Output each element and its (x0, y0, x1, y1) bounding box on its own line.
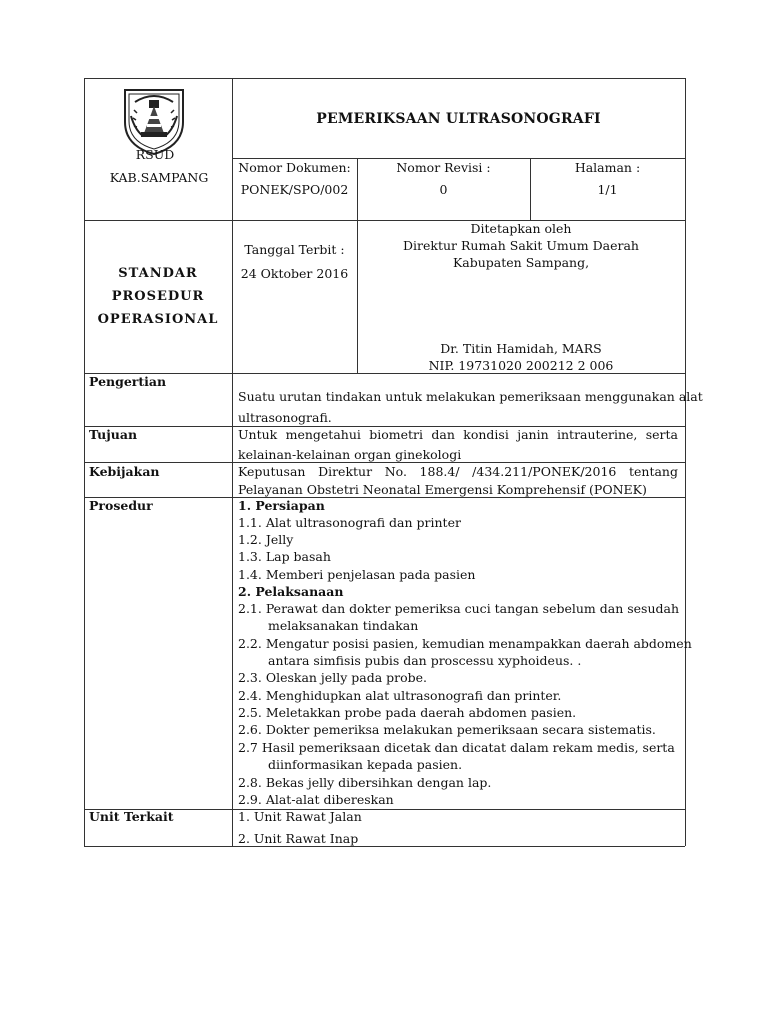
table-border-bottom (84, 846, 685, 847)
sop-line-standar: STANDAR (118, 266, 198, 281)
prosedur-step-2-1-cont: melaksanakan tindakan (268, 618, 419, 633)
kebijakan-text-1: Keputusan Direktur No. 188.4/ /434.211/PONEK/2016 tentang (238, 464, 678, 479)
prosedur-step-2-9: 2.9. Alat-alat dibereskan (238, 792, 394, 807)
prosedur-step-1-4: 1.4. Memberi penjelasan pada pasien (238, 567, 476, 582)
approved-by: Ditetapkan oleh (470, 221, 572, 236)
table-border-left (84, 78, 85, 846)
logo-text: RSUD (135, 147, 175, 162)
prosedur-step-2-6: 2.6. Dokter pemeriksa melakukan pemeriksaan secara sistematis. (238, 722, 656, 737)
unit-terkait-label: Unit Terkait (89, 809, 174, 824)
pengertian-text-1: Suatu urutan tindakan untuk melakukan pemeriksaan menggunakan alat (238, 389, 703, 404)
signer-nip: NIP. 19731020 200212 2 006 (428, 358, 614, 373)
pengertian-label: Pengertian (89, 374, 167, 389)
prosedur-label: Prosedur (89, 498, 153, 513)
prosedur-step-1-3: 1.3. Lap basah (238, 549, 331, 564)
prosedur-step-2-7: 2.7 Hasil pemeriksaan dicetak dan dicatat dalam rekam medis, serta (238, 740, 675, 755)
revision-value: 0 (439, 182, 448, 197)
crest-logo (121, 86, 187, 156)
prosedur-step-2-7-cont: diinformasikan kepada pasien. (268, 757, 463, 772)
page-label: Halaman : (574, 160, 641, 175)
approver-position-2: Kabupaten Sampang, (452, 255, 590, 270)
revision-label: Nomor Revisi : (396, 160, 491, 175)
sop-line-prosedur: PROSEDUR (111, 289, 205, 304)
table-border-top (84, 78, 685, 79)
doc-number-label: Nomor Dokumen: (238, 160, 351, 175)
prosedur-step-2-2-cont: antara simfisis pubis dan proscessu xyphoideus. . (268, 653, 582, 668)
prosedur-step-1-2: 1.2. Jelly (238, 532, 294, 547)
tujuan-text-2: kelainan-kelainan organ ginekologi (238, 447, 462, 462)
prosedur-step-1-1: 1.1. Alat ultrasonografi dan printer (238, 515, 461, 530)
prosedur-step-2-5: 2.5. Meletakkan probe pada daerah abdomen pasien. (238, 705, 577, 720)
prosedur-bottom-divider (84, 809, 685, 810)
unit-item-2: 2. Unit Rawat Inap (238, 831, 359, 846)
prosedur-step-2-3: 2.3. Oleskan jelly pada probe. (238, 670, 427, 685)
issue-date-label: Tanggal Terbit : (244, 242, 345, 257)
sop-line-operasional: OPERASIONAL (97, 312, 219, 327)
approver-position-1: Direktur Rumah Sakit Umum Daerah (403, 238, 639, 253)
tujuan-label: Tujuan (89, 427, 138, 442)
issue-date-value: 24 Oktober 2016 (240, 266, 349, 281)
unit-item-1: 1. Unit Rawat Jalan (238, 809, 362, 824)
kebijakan-text-2: Pelayanan Obstetri Neonatal Emergensi Komprehensif (PONEK) (238, 482, 647, 497)
prosedur-step-2-1: 2.1. Perawat dan dokter pemeriksa cuci tangan sebelum dan sesudah (238, 601, 680, 616)
prosedur-heading-persiapan: 1. Persiapan (238, 498, 325, 513)
table-border-right (685, 78, 686, 846)
signer-name: Dr. Titin Hamidah, MARS (440, 341, 602, 356)
prosedur-step-2-4: 2.4. Menghidupkan alat ultrasonografi dan printer. (238, 688, 562, 703)
document-title: PEMERIKSAAN ULTRASONOGRAFI (316, 111, 601, 127)
page-value: 1/1 (597, 182, 618, 197)
prosedur-step-2-8: 2.8. Bekas jelly dibersihkan dengan lap. (238, 775, 492, 790)
prosedur-step-2-2: 2.2. Mengatur posisi pasien, kemudian menampakkan daerah abdomen (238, 636, 692, 651)
kebijakan-label: Kebijakan (89, 464, 160, 479)
org-name: KAB.SAMPANG (109, 170, 209, 185)
tujuan-text-1: Untuk mengetahui biometri dan kondisi janin intrauterine, serta (238, 427, 678, 442)
prosedur-heading-pelaksanaan: 2. Pelaksanaan (238, 584, 344, 599)
doc-number-value: PONEK/SPO/002 (240, 182, 349, 197)
pengertian-text-2: ultrasonografi. (238, 410, 332, 425)
header-title-divider (232, 158, 685, 159)
